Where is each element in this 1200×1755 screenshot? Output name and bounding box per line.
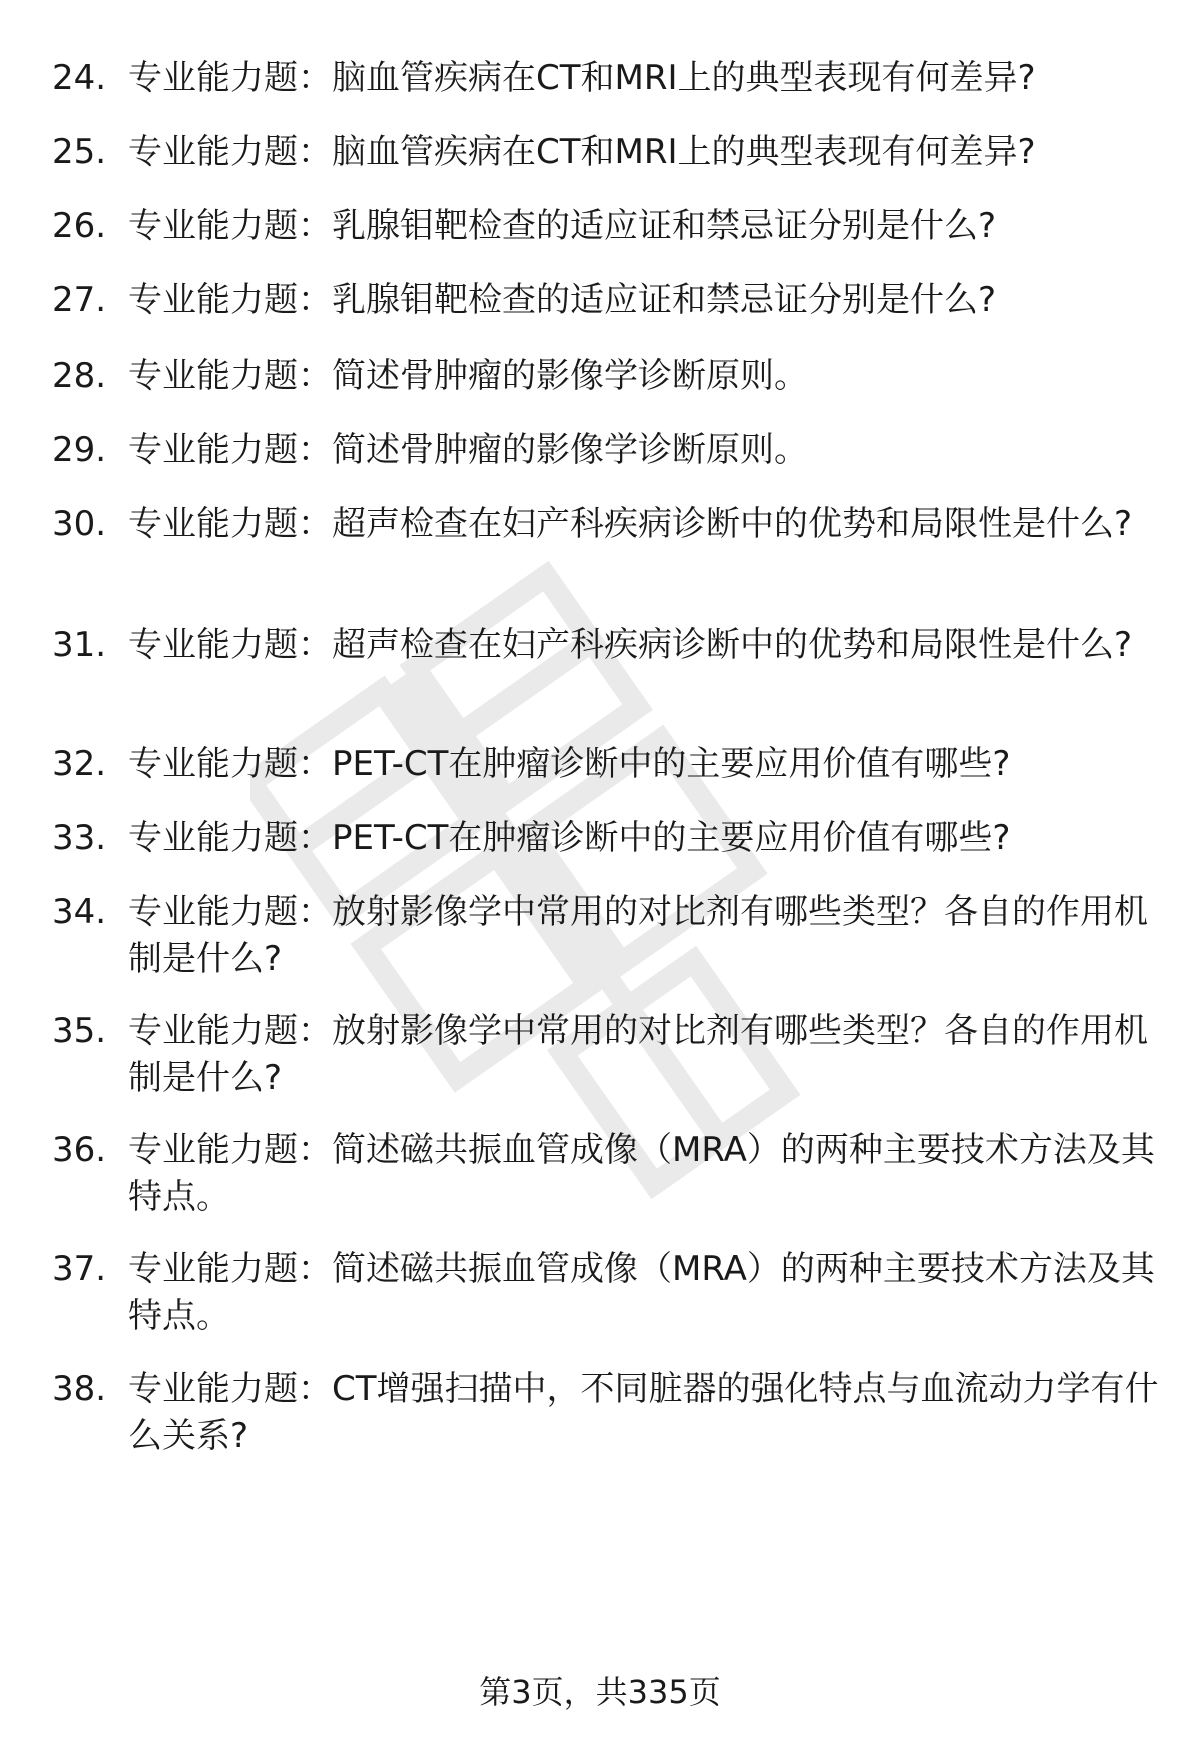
question-number: 24.: [52, 58, 107, 98]
question-text: 专业能力题：PET-CT在肿瘤诊断中的主要应用价值有哪些?: [128, 818, 1011, 858]
list-item: [52, 55, 1162, 102]
question-text: 专业能力题：放射影像学中常用的对比剂有哪些类型？各自的作用机制是什么?: [128, 892, 1148, 979]
list-item: [52, 427, 1162, 474]
question-text: 专业能力题：CT增强扫描中，不同脏器的强化特点与血流动力学有什么关系?: [128, 1369, 1159, 1456]
question-number: 26.: [52, 206, 107, 246]
list-item: [52, 622, 1162, 669]
question-number: 38.: [52, 1369, 107, 1409]
list-item: [52, 741, 1162, 788]
list-item: [52, 277, 1162, 324]
question-number: 30.: [52, 504, 107, 544]
question-number: 37.: [52, 1249, 107, 1289]
question-text: 专业能力题：简述骨肿瘤的影像学诊断原则。: [128, 430, 808, 470]
page-footer: [0, 1672, 1200, 1712]
question-text: 专业能力题：简述磁共振血管成像（MRA）的两种主要技术方法及其特点。: [128, 1130, 1155, 1217]
question-text: 专业能力题：乳腺钼靶检查的适应证和禁忌证分别是什么?: [128, 206, 997, 246]
list-item: [52, 129, 1162, 176]
list-item: [52, 353, 1162, 400]
question-number: 31.: [52, 625, 107, 665]
question-number: 25.: [52, 132, 107, 172]
question-number: 34.: [52, 892, 107, 932]
list-item: [52, 1008, 1162, 1102]
question-text: 专业能力题：简述磁共振血管成像（MRA）的两种主要技术方法及其特点。: [128, 1249, 1155, 1336]
question-text: 专业能力题：超声检查在妇产科疾病诊断中的优势和局限性是什么?: [128, 625, 1133, 665]
list-item: [52, 889, 1162, 983]
question-text: 专业能力题：乳腺钼靶检查的适应证和禁忌证分别是什么?: [128, 280, 997, 320]
question-number: 32.: [52, 744, 107, 784]
list-item: [52, 203, 1162, 250]
list-item: [52, 1127, 1162, 1221]
question-number: 36.: [52, 1130, 107, 1170]
list-item: [52, 501, 1162, 548]
page-number-label: 第3页，共335页: [479, 1673, 721, 1711]
question-text: 专业能力题：脑血管疾病在CT和MRI上的典型表现有何差异?: [128, 58, 1036, 98]
question-text: 专业能力题：简述骨肿瘤的影像学诊断原则。: [128, 356, 808, 396]
question-number: 27.: [52, 280, 107, 320]
question-text: 专业能力题：PET-CT在肿瘤诊断中的主要应用价值有哪些?: [128, 744, 1011, 784]
list-item: [52, 815, 1162, 862]
question-number: 29.: [52, 430, 107, 470]
question-text: 专业能力题：超声检查在妇产科疾病诊断中的优势和局限性是什么?: [128, 504, 1133, 544]
list-item: [52, 1246, 1162, 1340]
question-text: 专业能力题：放射影像学中常用的对比剂有哪些类型？各自的作用机制是什么?: [128, 1011, 1148, 1098]
question-number: 28.: [52, 356, 107, 396]
question-number: 33.: [52, 818, 107, 858]
question-number: 35.: [52, 1011, 107, 1051]
list-item: [52, 1366, 1162, 1460]
question-text: 专业能力题：脑血管疾病在CT和MRI上的典型表现有何差异?: [128, 132, 1036, 172]
